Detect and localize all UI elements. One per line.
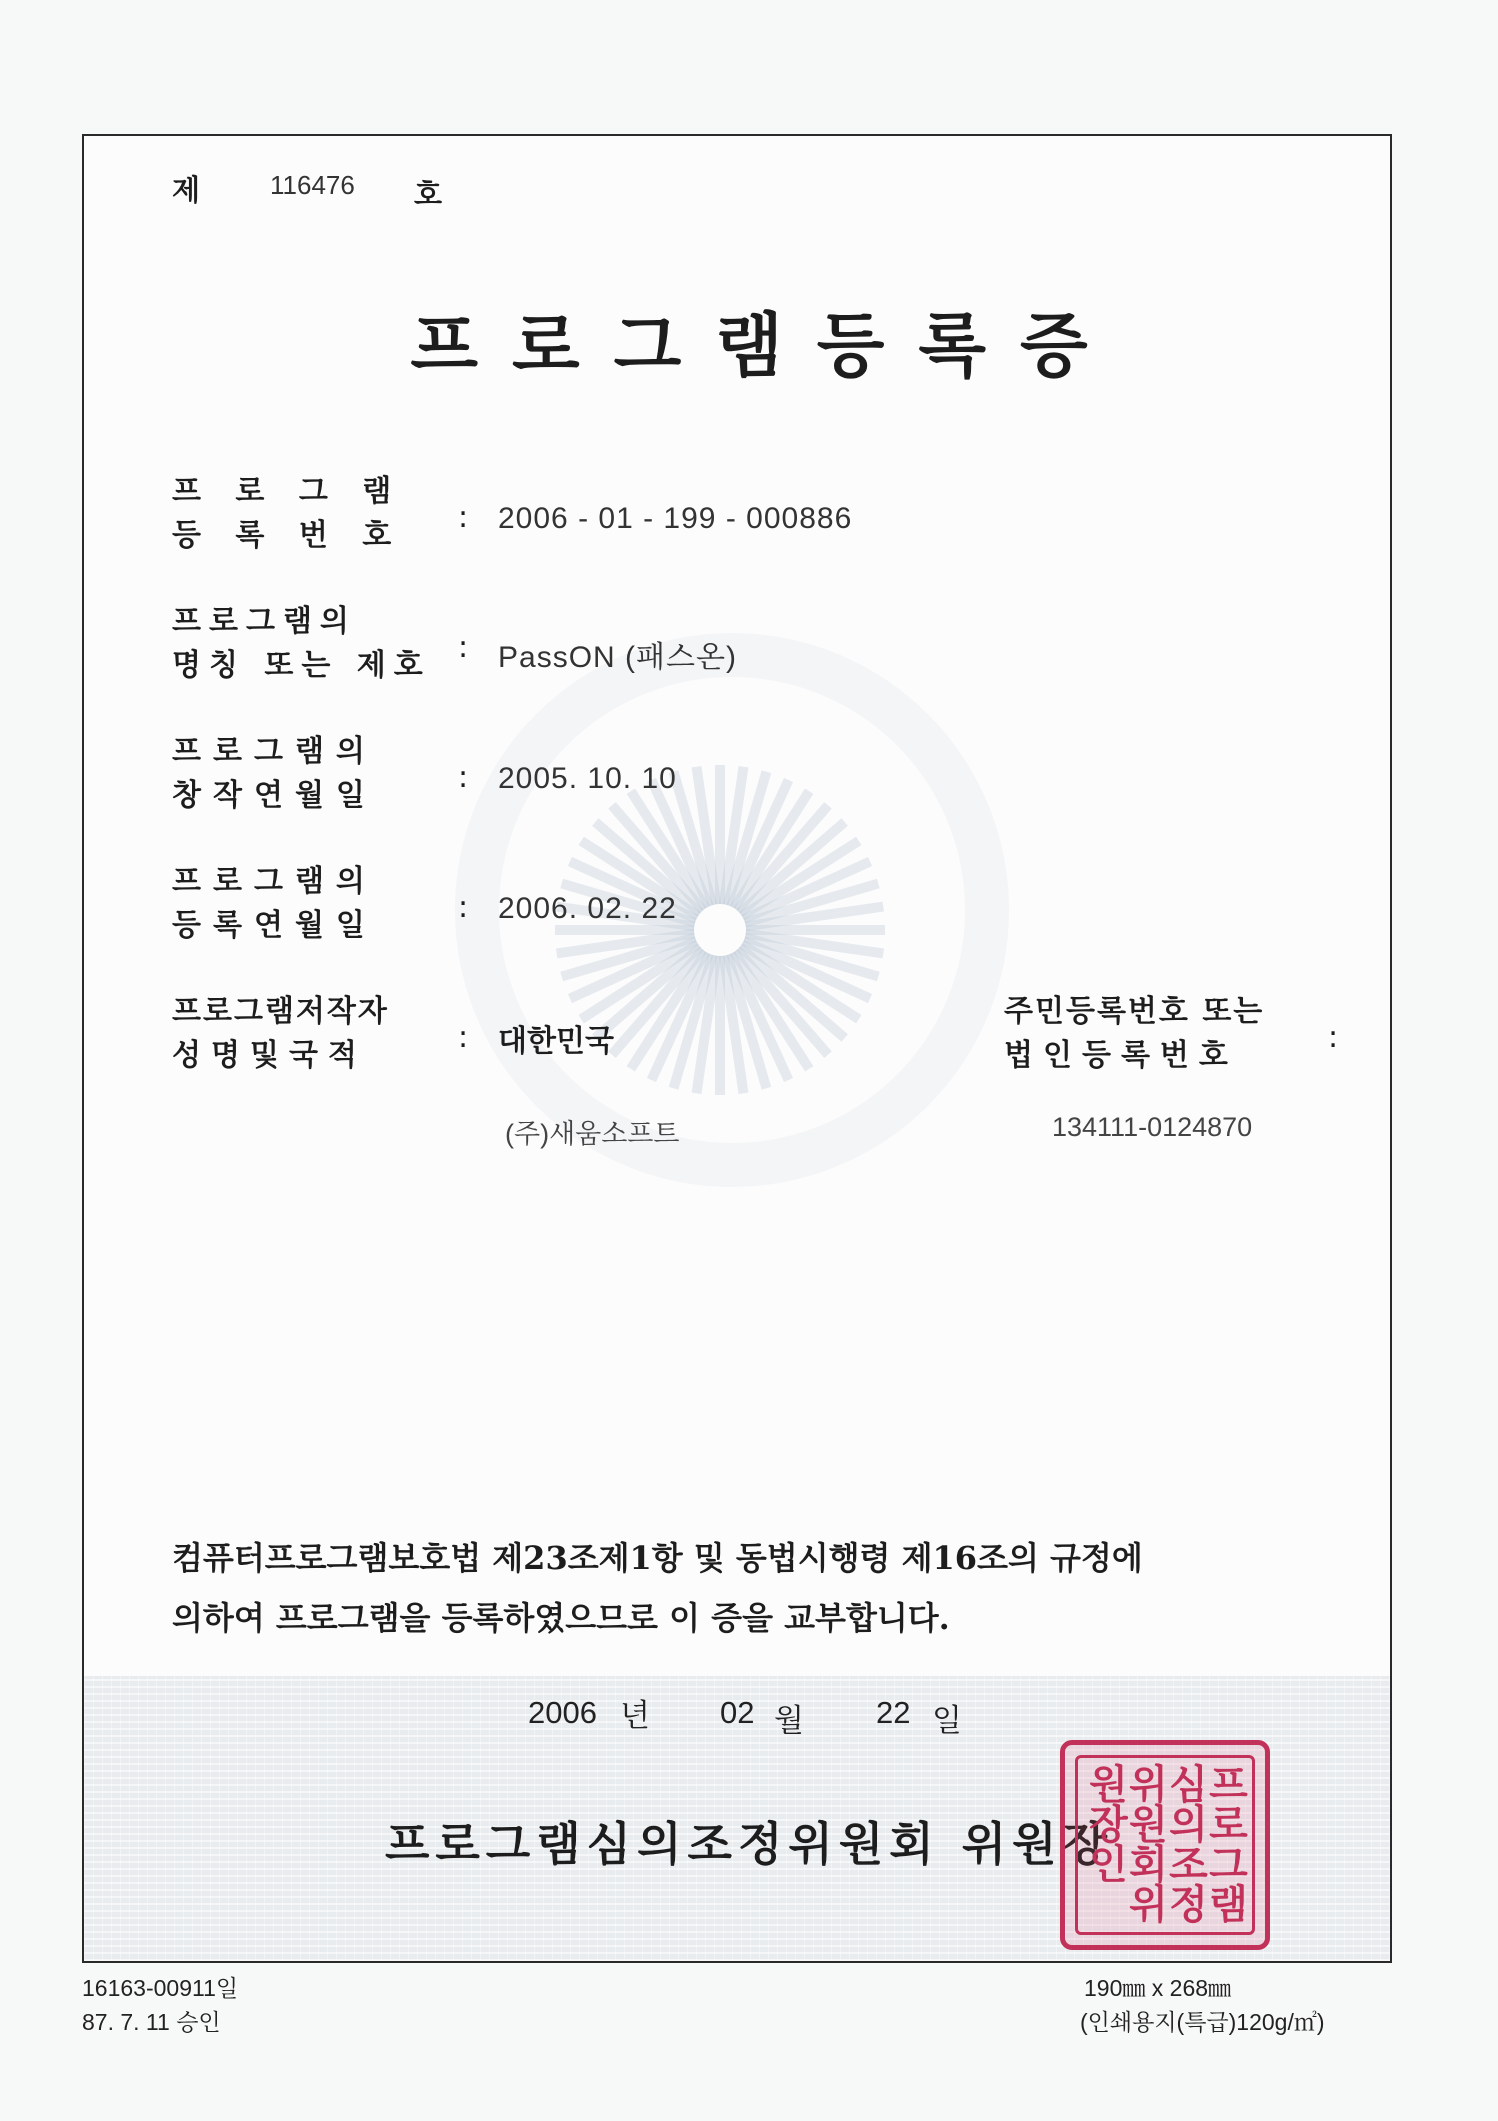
corp-reg-number: 134111-0124870	[1052, 1112, 1253, 1142]
issue-month: 02	[720, 1695, 755, 1730]
corp-reg-label: 주민등록번호 또는 법인등록번호	[1004, 994, 1265, 1073]
day-unit: 일	[932, 1703, 962, 1738]
colon: :	[458, 630, 469, 665]
official-seal	[1060, 1740, 1270, 1950]
year-unit: 년	[620, 1698, 650, 1733]
field-label-reg-number: 프 로 그 램 등 록 번 호	[172, 474, 404, 553]
colon: :	[458, 500, 469, 535]
colon: :	[458, 890, 469, 925]
field-value-creation-date: 2005. 10. 10	[498, 762, 677, 795]
month-unit: 월	[774, 1703, 804, 1738]
seal-text: 프로그램심의조정위원회위원장인	[1082, 1763, 1249, 1923]
issuer-title: 프로그램심의조정위원회 위원장	[384, 1817, 1114, 1871]
serial-number: 116476	[270, 170, 355, 200]
approval-date: 87. 7. 11 승인	[82, 2009, 221, 2035]
field-label-author: 프로그램저작자 성명및국적	[172, 994, 389, 1073]
document-title: 프로그램등록증	[410, 304, 1122, 387]
field-value-program-name: PassON (패스온)	[498, 641, 737, 674]
statement-line-1: 컴퓨터프로그램보호법 제23조제1항 및 동법시행령 제16조의 규정에	[172, 1539, 1143, 1577]
statement-line-2: 의하여 프로그램을 등록하였으므로 이 증을 교부합니다.	[172, 1599, 950, 1637]
field-label-program-name: 프로그램의 명칭 또는 제호	[172, 604, 431, 683]
paper-size: 190㎜ x 268㎜	[1084, 1975, 1232, 2001]
issue-day: 22	[876, 1695, 911, 1730]
form-code: 16163-00911일	[82, 1975, 239, 2001]
field-label-registration-date: 프로그램의 등록연월일	[172, 864, 377, 943]
colon: :	[458, 1020, 469, 1055]
colon: :	[1328, 1020, 1339, 1055]
field-value-reg-number: 2006 - 01 - 199 - 000886	[498, 502, 853, 535]
serial-label: 제	[172, 173, 201, 207]
author-nationality: 대한민국	[498, 1024, 614, 1059]
issue-year: 2006	[528, 1695, 597, 1730]
author-name: (주)새움소프트	[505, 1119, 680, 1149]
field-label-creation-date: 프로그램의 창작연월일	[172, 734, 377, 813]
colon: :	[458, 760, 469, 795]
serial-suffix: 호	[414, 177, 443, 211]
paper-spec: (인쇄용지(특급)120g/㎡)	[1080, 2009, 1325, 2035]
field-value-registration-date: 2006. 02. 22	[498, 892, 677, 925]
